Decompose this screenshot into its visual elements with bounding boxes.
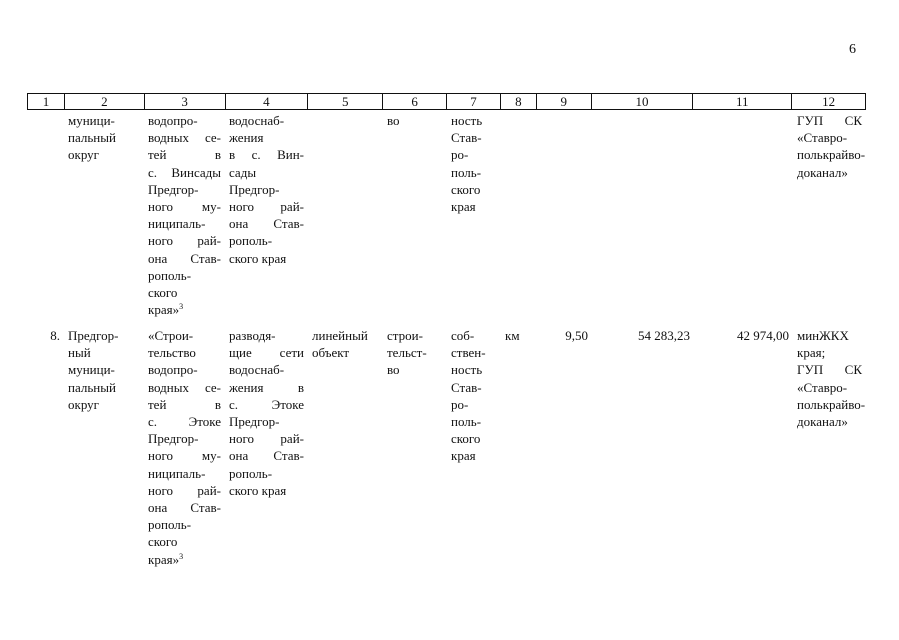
cell-line: водоснаб- [229, 362, 285, 378]
header-col-4: 4 [226, 94, 309, 109]
cell-line: муници- [68, 362, 115, 378]
cell-line: Предгор- [148, 181, 199, 197]
cell-col12 [793, 327, 866, 568]
cell-line: во [387, 362, 400, 378]
cell-line: водоснаб- [229, 113, 285, 128]
cell-line: края [451, 199, 476, 215]
cell-line: «Ставро- [797, 130, 848, 146]
cell-col11 [694, 327, 793, 568]
cell-line: ного рай- [148, 482, 221, 498]
cell-line: ского края [229, 482, 287, 498]
cell-line: 42 974,00 [737, 328, 789, 343]
cell-line: полькрайво- [797, 396, 866, 412]
cell-line: доканал» [797, 414, 848, 430]
cell-line: ского [148, 534, 178, 550]
cell-line: округ [68, 396, 99, 412]
cell-line: края [451, 448, 476, 464]
cell-line: 8. [50, 328, 60, 343]
cell-line: рополь- [229, 233, 273, 249]
cell-col3 [144, 327, 225, 568]
cell-line: края; [797, 345, 826, 361]
cell-line: км [505, 328, 520, 343]
header-col-12: 12 [822, 94, 836, 109]
cell-col8 [501, 112, 537, 318]
cell-line: с. Винсады [148, 164, 221, 180]
cell-line: жения в [229, 379, 304, 395]
cell-line: округ [68, 147, 99, 163]
cell-line: 54 283,23 [638, 328, 690, 343]
cell-line: минЖКХ [797, 328, 849, 343]
header-col-9: 9 [537, 94, 592, 109]
cell-line: ного му- [148, 448, 221, 464]
cell-col12 [793, 112, 866, 318]
cell-line: линейный [312, 328, 368, 343]
cell-line: ГУП СК [797, 362, 862, 378]
cell-line: края»$^3$ [148, 302, 184, 318]
cell-col5 [308, 327, 383, 568]
header-col-7: 7 [447, 94, 501, 109]
cell-line: ность [451, 113, 483, 128]
cell-line: ниципаль- [148, 216, 206, 232]
cell-line: во [387, 113, 400, 128]
cell-col3 [144, 112, 225, 318]
cell-line: в с. Вин- [229, 147, 304, 163]
cell-line: строи- [387, 328, 423, 343]
cell-line: с. Этоке [148, 414, 221, 430]
cell-line: жения [229, 130, 264, 146]
cell-line: ный [68, 345, 91, 361]
page-number: 6 [849, 42, 856, 57]
cell-col4 [225, 112, 308, 318]
cell-col1 [27, 112, 64, 318]
table-header-row [27, 93, 866, 110]
table-row [27, 327, 866, 568]
cell-line: Предгор- [229, 414, 280, 430]
cell-line: рополь- [229, 465, 273, 481]
cell-line: ского края [229, 250, 287, 266]
cell-col6 [383, 112, 447, 318]
cell-line: поль- [451, 414, 482, 430]
cell-line: тей в [148, 396, 221, 412]
cell-line: ного рай- [229, 431, 304, 447]
cell-line: пальный [68, 379, 116, 395]
cell-col10 [592, 112, 694, 318]
header-col-6: 6 [383, 94, 447, 109]
cell-line: щие сети [229, 345, 304, 361]
cell-line: Предгор- [68, 328, 119, 343]
cell-col9 [537, 327, 592, 568]
cell-line: она Став- [229, 448, 304, 464]
cell-line: ского [451, 181, 481, 197]
cell-line: края»$^3$ [148, 551, 184, 567]
cell-line: тей в [148, 147, 221, 163]
cell-line: пальный [68, 130, 116, 146]
cell-line: водопро- [148, 113, 198, 128]
cell-line: ро- [451, 396, 469, 412]
cell-line: Став- [451, 379, 482, 395]
cell-line: доканал» [797, 164, 848, 180]
cell-line: рополь- [148, 517, 192, 533]
header-col-10: 10 [592, 94, 694, 109]
cell-line: ского [148, 285, 178, 301]
cell-line: тельст- [387, 345, 427, 361]
cell-line: сады [229, 164, 257, 180]
cell-line: 9,50 [565, 328, 588, 343]
cell-line: она Став- [229, 216, 304, 232]
cell-col8 [501, 327, 537, 568]
cell-line: ного рай- [148, 233, 221, 249]
cell-line: ГУП СК [797, 113, 862, 128]
cell-line: ро- [451, 147, 469, 163]
cell-line: муници- [68, 113, 115, 128]
cell-line: с. Этоке [229, 396, 304, 412]
header-col-2: 2 [65, 94, 145, 109]
cell-col2 [64, 327, 144, 568]
table-row [27, 112, 866, 318]
cell-line: ного му- [148, 199, 221, 215]
cell-line: она Став- [148, 500, 221, 516]
cell-line: водных се- [148, 130, 221, 146]
cell-line: объект [312, 345, 350, 361]
cell-line: рополь- [148, 267, 192, 283]
cell-line: разводя- [229, 328, 276, 343]
cell-line: водных се- [148, 379, 221, 395]
cell-line: Став- [451, 130, 482, 146]
header-col-1: 1 [28, 94, 65, 109]
cell-col2 [64, 112, 144, 318]
cell-line: соб- [451, 328, 475, 343]
cell-line: «Ставро- [797, 379, 848, 395]
cell-col10 [592, 327, 694, 568]
cell-line: Предгор- [229, 181, 280, 197]
cell-col9 [537, 112, 592, 318]
cell-line: полькрайво- [797, 147, 866, 163]
cell-line: водопро- [148, 362, 198, 378]
cell-line: ного рай- [229, 199, 304, 215]
cell-col6 [383, 327, 447, 568]
header-col-3: 3 [145, 94, 226, 109]
header-col-5: 5 [308, 94, 383, 109]
cell-line: тельство [148, 345, 196, 361]
cell-col4 [225, 327, 308, 568]
cell-col5 [308, 112, 383, 318]
footnote-marker: 3 [179, 302, 184, 312]
cell-line: ность [451, 362, 483, 378]
cell-line: ствен- [451, 345, 486, 361]
cell-col11 [694, 112, 793, 318]
cell-line: ского [451, 431, 481, 447]
header-col-8: 8 [501, 94, 537, 109]
cell-line: Предгор- [148, 431, 199, 447]
cell-line: «Строи- [148, 328, 194, 343]
cell-line: поль- [451, 164, 482, 180]
header-col-11: 11 [693, 94, 792, 109]
cell-line: ниципаль- [148, 465, 206, 481]
cell-col7 [447, 112, 501, 318]
cell-col1 [27, 327, 64, 568]
footnote-marker: 3 [179, 551, 184, 561]
cell-line: она Став- [148, 250, 221, 266]
cell-col7 [447, 327, 501, 568]
